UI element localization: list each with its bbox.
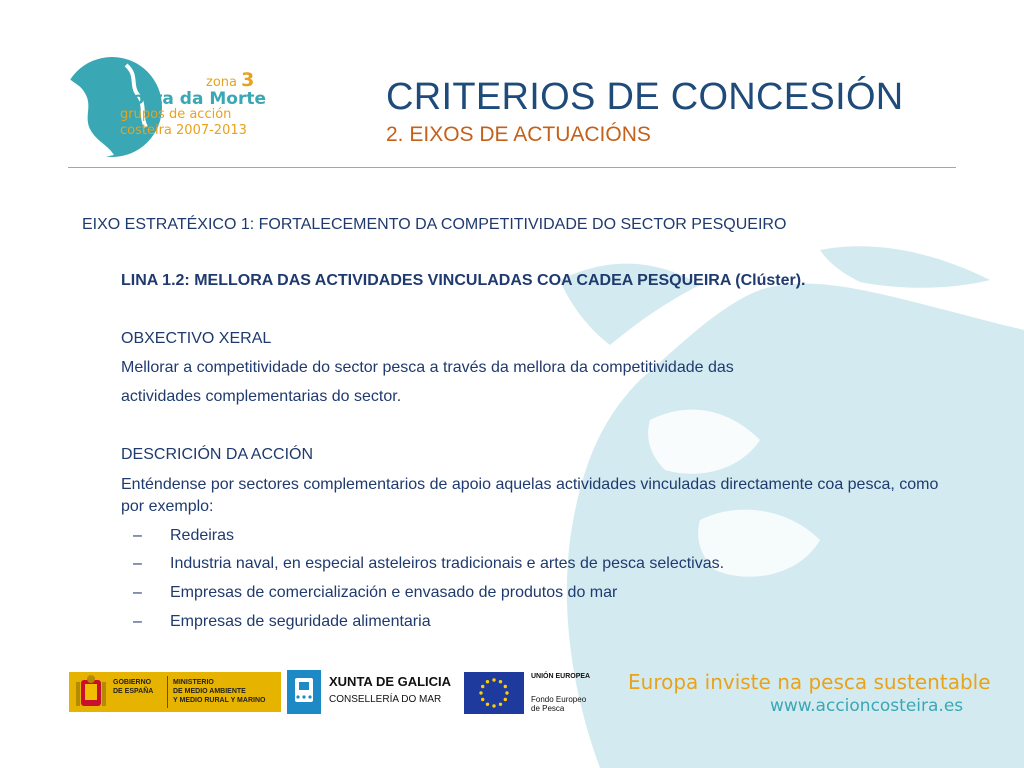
page-title: CRITERIOS DE CONCESIÓN — [386, 76, 904, 118]
spain-coat-of-arms-icon — [73, 674, 109, 710]
objective-heading: OBXECTIVO XERAL — [121, 330, 272, 347]
eu-fund: Fondo Europeo de Pesca — [531, 695, 587, 713]
list-item: – Industria naval, en especial asteleiros tradicionais e artes de pesca selectivas. — [133, 555, 725, 572]
page-subtitle: 2. EIXOS DE ACTUACIÓNS — [386, 123, 651, 146]
xunta-de-galicia-logo — [287, 670, 457, 714]
logo-line-2: costeira 2007-2013 — [120, 123, 247, 138]
galicia-emblem-icon — [287, 670, 321, 714]
slogan: Europa inviste na pesca sustentable — [628, 670, 991, 694]
gobierno-espana-logo — [69, 672, 281, 712]
website-link[interactable]: www.accioncosteira.es — [770, 696, 964, 716]
xunta-name: XUNTA DE GALICIA — [329, 674, 452, 689]
objective-text-1: Mellorar a competitividade do sector pesca a través da mellora da competitividade das — [121, 359, 734, 376]
list-item: – Empresas de comercialización e envasado de produtos do mar — [133, 584, 618, 601]
list-item: – Redeiras — [133, 527, 235, 544]
ministry-text: MINISTERIO DE MEDIO AMBIENTE Y MEDIO RURAL Y MARINO — [173, 679, 266, 704]
logo-name: Costa da Morte — [120, 89, 266, 109]
description-heading: DESCRICIÓN DA ACCIÓN — [121, 446, 314, 463]
eu-name: UNIÓN EUROPEA — [531, 673, 591, 680]
objective-text-2: actividades complementarias do sector. — [121, 388, 402, 405]
description-text: Enténdense por sectores complementarios de apoio aquelas actividades vinculadas directamente coa pesca, como por exemplo: — [121, 476, 939, 515]
gobierno-text: GOBIERNO DE ESPAÑA — [113, 679, 154, 695]
european-union-logo — [464, 672, 604, 716]
action-line: LINA 1.2: MELLORA DAS ACTIVIDADES VINCULADAS COA CADEA PESQUEIRA (Clúster). — [121, 272, 806, 289]
eu-flag-icon — [464, 672, 524, 714]
logo-zona: zona 3 — [206, 69, 255, 91]
list-item: – Empresas de seguridade alimentaria — [133, 613, 431, 630]
gobierno-separator — [167, 676, 168, 708]
xunta-department: CONSELLERÍA DO MAR — [329, 694, 442, 705]
strategic-axis: EIXO ESTRATÉXICO 1: FORTALECEMENTO DA COMPETITIVIDADE DO SECTOR PESQUEIRO — [82, 216, 787, 233]
logo-line-1: grupos de acción — [120, 107, 232, 122]
